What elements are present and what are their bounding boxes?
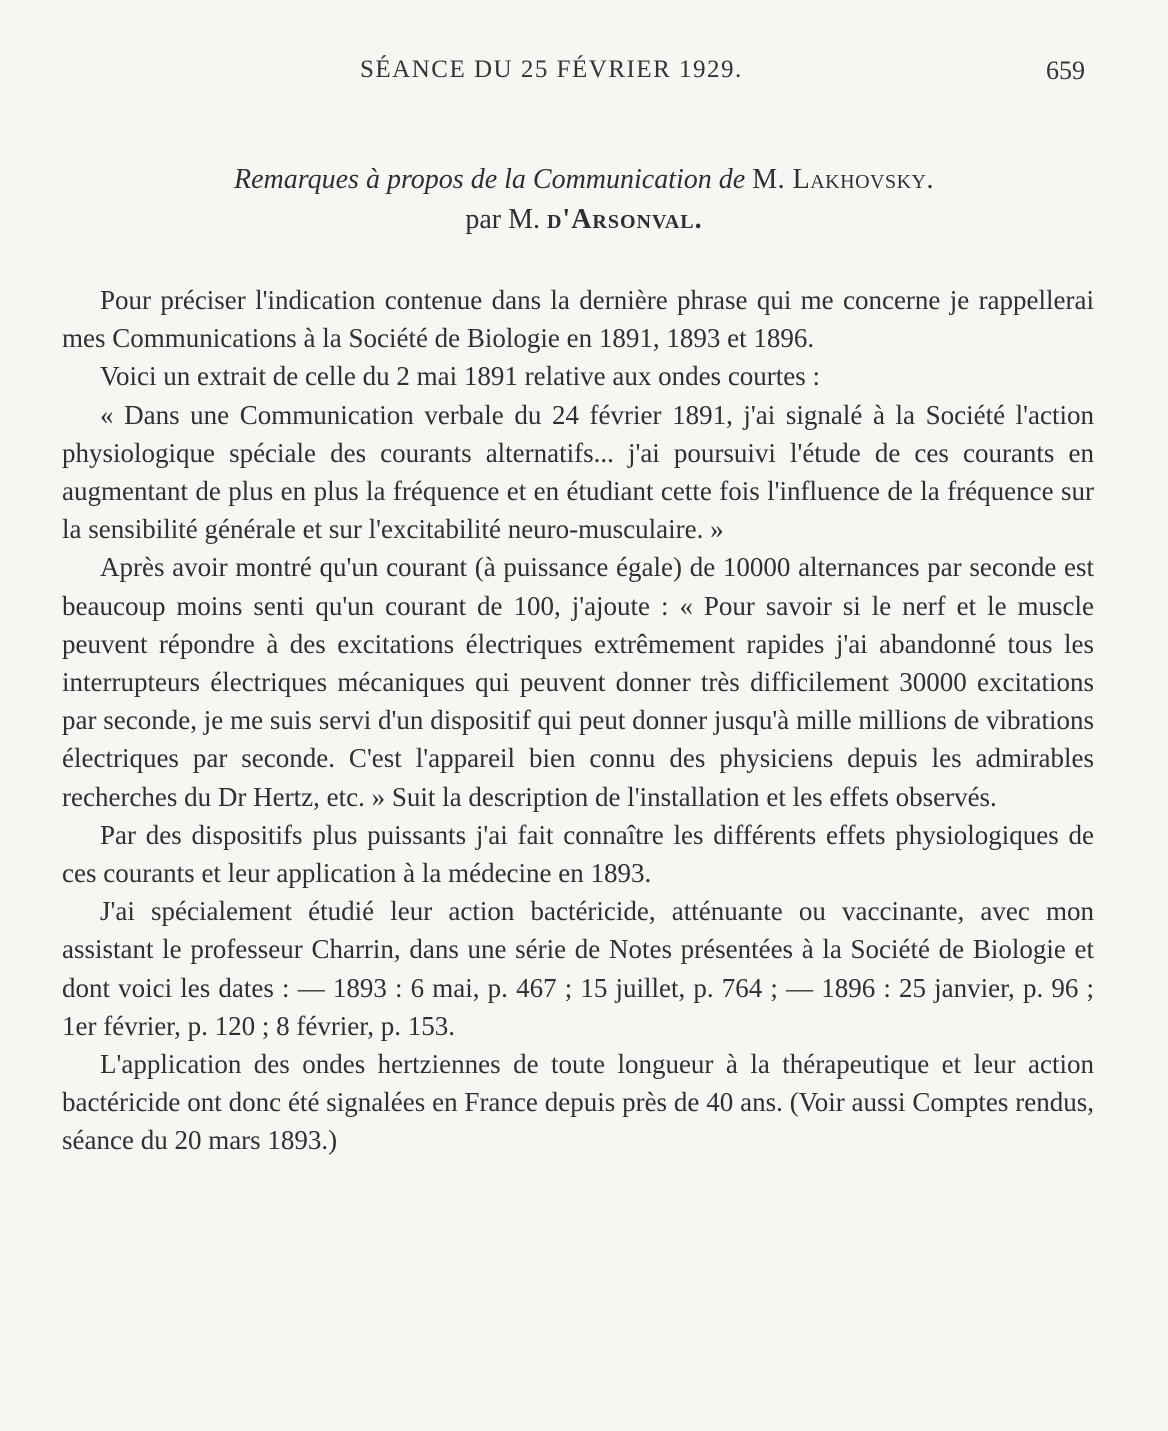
paragraph-1: Pour préciser l'indication contenue dans la dernière phrase qui me concerne je rappellerai mes Communications à la Société de Biologie en 1891, 1893 et 1896. — [62, 285, 1094, 354]
title-remarks: Remarques à propos de la Communication de — [234, 164, 746, 195]
paragraph-5: Par des dispositifs plus puissants j'ai fait connaître les différents effets physiologiques de ces courants et leur application à la médecine en 1893. — [62, 819, 1094, 889]
running-head — [0, 56, 1168, 92]
paragraph-3-quote: « Dans une Communication verbale du 24 février 1891, j'ai signalé à la Société l'action physiologique spéciale des courants alternatifs... j'ai poursuivi l'étude de ces courants en augmentant de plus en plus la fréquence et en étudiant cette fois l'influence de la fréquence sur la sensibilité générale et sur l'excitabilité neuro-musculaire. » — [62, 399, 1094, 545]
paragraph-7: L'application des ondes hertziennes de toute longueur à la thérapeutique et leur action bactéricide ont donc été signalées en France depuis près de 40 ans. (Voir aussi Comptes rendus, séance du 20 mars 1893.) — [62, 1049, 1094, 1156]
title-line-2 — [0, 200, 1168, 240]
title-author-mentioned: M. Lakhovsky. — [752, 164, 934, 195]
title-line-1 — [0, 160, 1168, 200]
byline-author: d'Arsonval. — [546, 204, 703, 235]
byline-prefix: par M. — [465, 204, 540, 235]
article-title — [0, 160, 1168, 240]
article-body — [62, 281, 1094, 1160]
running-title: SÉANCE DU 25 FÉVRIER 1929. — [360, 56, 743, 83]
paragraph-2: Voici un extrait de celle du 2 mai 1891 relative aux ondes courtes : — [100, 361, 821, 392]
paragraph-4: Après avoir montré qu'un courant (à puissance égale) de 10000 alternances par seconde est beaucoup moins senti qu'un courant de 100, j'ajoute : « Pour savoir si le nerf et le muscle peuvent répondre à des excitations électriques extrêmement rapides j'ai abandonné tous les interrupteurs électriques mécaniques qui peuvent donner très difficilement 30000 excitations par seconde, je me suis servi d'un dispositif qui peut donner jusqu'à mille millions de vibrations électriques par seconde. C'est l'appareil bien connu des physiciens depuis les admirables recherches du Dr Hertz, etc. » Suit la description de l'installation et les effets observés. — [62, 552, 1094, 812]
paragraph-6: J'ai spécialement étudié leur action bactéricide, atténuante ou vaccinante, avec mon assistant le professeur Charrin, dans une série de Notes présentées à la Société de Biologie et dont voici les dates : — 1893 : 6 mai, p. 467 ; 15 juillet, p. 764 ; — 1896 : 25 janvier, p. 96 ; 1er février, p. 120 ; 8 février, p. 153. — [62, 896, 1094, 1041]
page-number: 659 — [1046, 56, 1085, 85]
